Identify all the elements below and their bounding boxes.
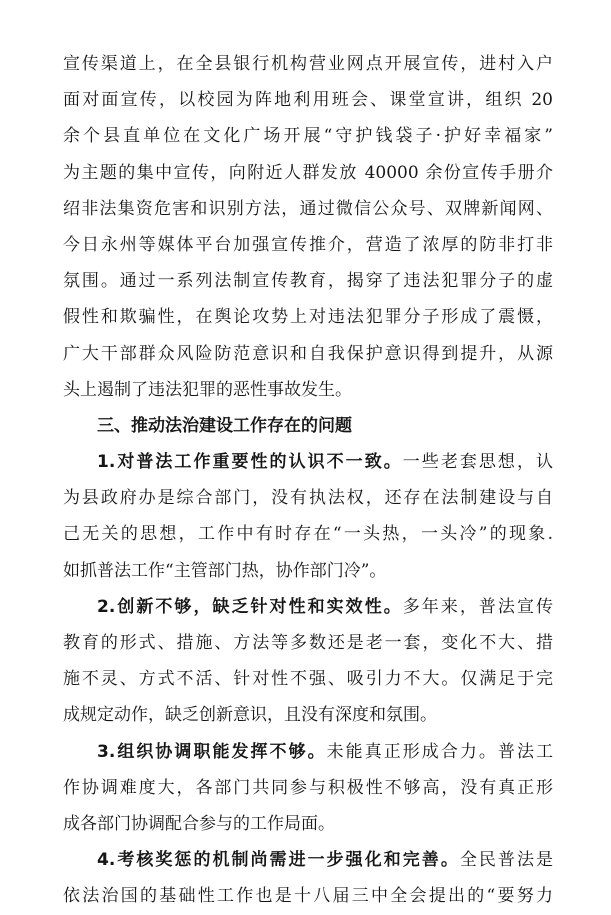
paragraph-publicity	[63, 46, 553, 408]
item-title: 4.考核奖惩的机制尚需进一步强化和完善。	[97, 850, 460, 871]
text-line: 一些老套思想，认	[402, 452, 553, 473]
text-line: 宣传渠道上，在全县银行机构营业网点开展宣传，进村入户	[63, 54, 553, 74]
document-page	[63, 46, 553, 915]
text-line: 全民普法是	[459, 850, 553, 871]
text-line: 为县政府办是综合部门，没有执法权，还存在法制建设与自	[63, 488, 553, 509]
section-heading: 三、推动法治建设工作存在的问题	[97, 415, 352, 436]
text-line: 广大干部群众风险防范意识和自我保护意识得到提升，从源	[63, 343, 553, 364]
text-line: 依法治国的基础性工作也是十八届三中全会提出的“要努力	[63, 886, 553, 907]
text-line: 己无关的思想，工作中有时存在“一头热，一头冷”的现象.	[63, 524, 553, 545]
text-line: 教育的形式、措施、方法等多数还是老一套，变化不大、措	[63, 633, 553, 653]
text-line: 头上遏制了违法犯罪的恶性事故发生。	[63, 379, 352, 400]
text-line: 成规定动作，缺乏创新意识，且没有深度和氛围。	[63, 705, 437, 726]
item-title: 2.创新不够，缺乏针对性和实效性。	[97, 596, 403, 617]
text-line: 绍非法集资危害和识别方法，通过微信公众号、双牌新闻网、	[63, 198, 553, 219]
text-line: 面对面宣传，以校园为阵地利用班会、课堂宣讲，组织 20	[63, 90, 553, 111]
text-line: 作协调难度大，各部门共同参与积极性不够高，没有真正形	[63, 777, 553, 798]
text-line: 余个县直单位在文化广场开展“守护钱袋子·护好幸福家”	[63, 126, 553, 147]
item-title: 1.对普法工作重要性的认识不一致。	[97, 452, 403, 473]
text-line: 施不灵、方式不活、针对性不强、吸引力不大。仅满足于完	[63, 669, 553, 690]
item-2	[63, 589, 553, 734]
item-title: 3.组织协调职能发挥不够。	[97, 741, 327, 762]
item-1	[63, 444, 553, 589]
text-line: 如抓普法工作“主管部门热，协作部门冷”。	[63, 560, 387, 581]
text-line: 为主题的集中宣传，向附近人群发放 40000 余份宣传手册介	[63, 162, 553, 183]
item-3	[63, 734, 553, 843]
text-line: 假性和欺骗性，在舆论攻势上对违法犯罪分子形成了震慑，	[63, 307, 553, 328]
text-line: 成各部门协调配合参与的工作局面。	[63, 813, 335, 834]
text-line: 多年来，普法宣传	[402, 596, 553, 617]
item-4	[63, 842, 553, 914]
text-line: 未能真正形成合力。普法工	[326, 741, 553, 762]
text-line: 氛围。通过一系列法制宣传教育，揭穿了违法犯罪分子的虚	[63, 271, 553, 292]
text-line: 今日永州等媒体平台加强宣传推介，营造了浓厚的防非打非	[63, 234, 553, 255]
